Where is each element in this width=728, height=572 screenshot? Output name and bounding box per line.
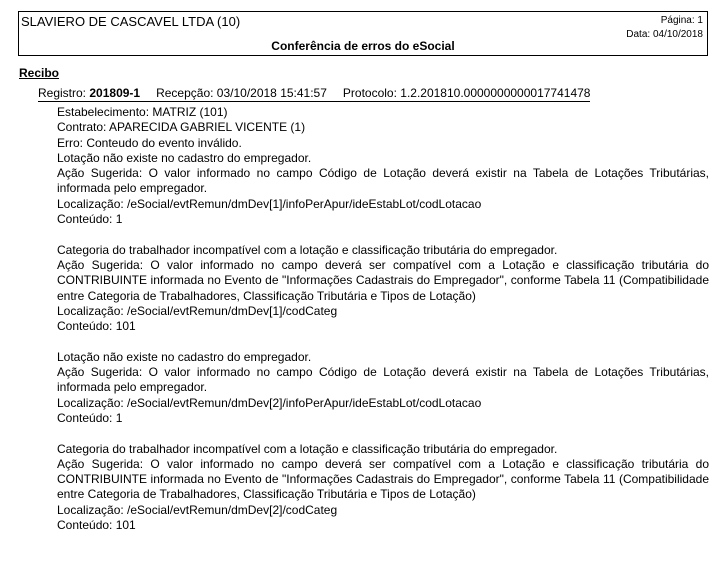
error-conteudo: Conteúdo: 1 <box>57 410 123 425</box>
error-acao: Ação Sugerida: O valor informado no campo Código de Lotação deverá existir na Tabela de Lotações Tributárias, informada pelo empregador. <box>57 365 709 395</box>
error-item <box>57 151 709 227</box>
section-title-recibo: Recibo <box>19 66 60 80</box>
error-title: Categoria do trabalhador incompatível com a lotação e classificação tributária do empregador. <box>57 441 558 456</box>
error-localizacao: Localização: /eSocial/evtRemun/dmDev[2]/codCateg <box>57 502 338 517</box>
report-header <box>18 11 708 56</box>
estabelecimento: Estabelecimento: MATRIZ (101) <box>57 105 228 119</box>
contrato: Contrato: APARECIDA GABRIEL VICENTE (1) <box>57 120 306 135</box>
error-acao: Ação Sugerida: O valor informado no campo Código de Lotação deverá existir na Tabela de Lotações Tributárias, informada pelo empregador. <box>57 166 709 196</box>
record-line <box>38 86 590 102</box>
erro-summary: Erro: Conteudo do evento inválido. <box>57 135 242 150</box>
registro-value: 201809-1 <box>89 86 141 100</box>
error-item <box>57 350 709 426</box>
report-title: Conferência de erros do eSocial <box>271 39 455 53</box>
registro-label: Registro: <box>38 86 87 100</box>
error-acao: Ação Sugerida: O valor informado no campo deverá ser compatível com a Lotação e classificação tributária do CONTRIBUINTE informada no Evento de "Informações Cadastrais do Empregador", conforme Tabela 11 (Compatibilidade entre Categoria de Trabalhadores, Classificação Tributária e Tipos de Lotação) <box>57 456 709 502</box>
error-localizacao: Localização: /eSocial/evtRemun/dmDev[1]/infoPerApur/ideEstabLot/codLotacao <box>57 196 482 211</box>
report-content <box>57 105 709 549</box>
error-title: Categoria do trabalhador incompatível com a lotação e classificação tributária do empregador. <box>57 242 558 257</box>
report-date: Data: 04/10/2018 <box>626 29 703 40</box>
protocolo: Protocolo: 1.2.201810.0000000000017741478 <box>342 86 591 100</box>
company-name: SLAVIERO DE CASCAVEL LTDA (10) <box>21 14 241 29</box>
error-conteudo: Conteúdo: 101 <box>57 319 136 334</box>
error-conteudo: Conteúdo: 1 <box>57 212 123 227</box>
error-conteudo: Conteúdo: 101 <box>57 518 136 533</box>
error-title: Lotação não existe no cadastro do empregador. <box>57 150 312 165</box>
error-localizacao: Localização: /eSocial/evtRemun/dmDev[1]/codCateg <box>57 303 338 318</box>
error-item <box>57 243 709 335</box>
error-item <box>57 442 709 534</box>
error-title: Lotação não existe no cadastro do empregador. <box>57 349 312 364</box>
error-acao: Ação Sugerida: O valor informado no campo deverá ser compatível com a Lotação e classificação tributária do CONTRIBUINTE informada no Evento de "Informações Cadastrais do Empregador", conforme Tabela 11 (Compatibilidade entre Categoria de Trabalhadores, Classificação Tributária e Tipos de Lotação) <box>57 257 709 303</box>
page-number: Página: 1 <box>660 15 703 26</box>
recepcao: Recepção: 03/10/2018 15:41:57 <box>156 86 327 100</box>
page-info <box>626 14 703 42</box>
error-localizacao: Localização: /eSocial/evtRemun/dmDev[2]/infoPerApur/ideEstabLot/codLotacao <box>57 395 482 410</box>
